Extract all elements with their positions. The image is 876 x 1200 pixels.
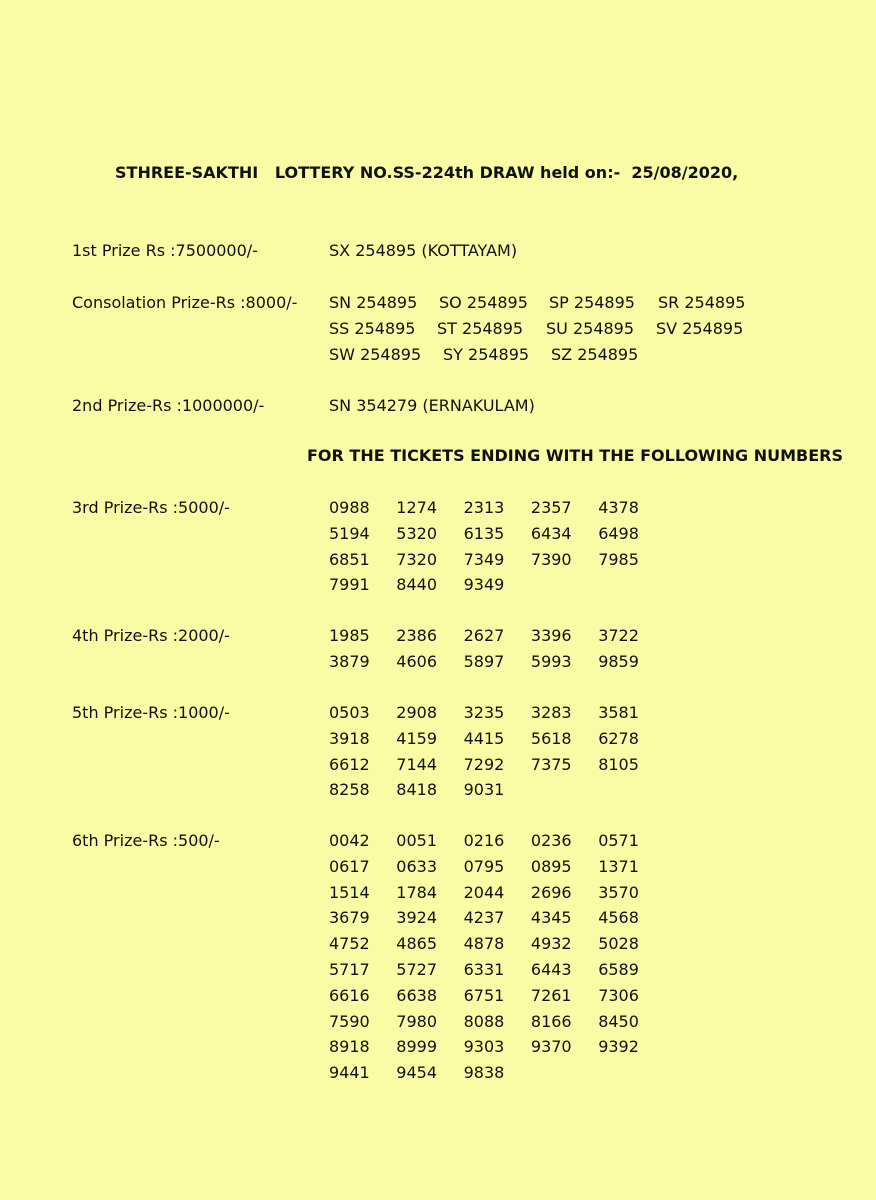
number-row — [329, 1063, 665, 1089]
ticket-number: 7306 — [598, 985, 639, 1005]
ticket-number: 2696 — [530, 882, 572, 902]
ticket-number: 5727 — [396, 959, 438, 979]
ticket-number: 8166 — [530, 1011, 572, 1031]
ticket-number: 8088 — [463, 1011, 505, 1031]
ticket-number: 1784 — [396, 882, 438, 902]
ticket-number: 3283 — [530, 703, 572, 722]
ticket-number: 9859 — [598, 651, 639, 671]
ticket-number: 2044 — [463, 882, 505, 902]
ticket-number: SN 254895 — [329, 293, 418, 312]
fourth-prize-label: 4th Prize-Rs :2000/- — [72, 626, 230, 645]
ticket-number: 0216 — [463, 831, 505, 850]
ticket-number: SS 254895 — [329, 319, 416, 338]
ticket-number: 9370 — [530, 1037, 572, 1057]
ticket-number: 3722 — [598, 626, 639, 645]
ticket-number: 2908 — [396, 703, 438, 722]
ticket-number: 4752 — [329, 934, 370, 954]
ticket-number: 6851 — [329, 549, 370, 569]
ticket-number: 7349 — [463, 549, 505, 569]
ticket-number: 3570 — [598, 882, 639, 902]
page-title: STHREE-SAKTHI LOTTERY NO.SS-224th DRAW held on:- 25/08/2020, — [115, 163, 739, 182]
ticket-number: 3235 — [463, 703, 505, 722]
ticket-number: 4237 — [463, 908, 505, 928]
ticket-number: 0617 — [329, 856, 370, 876]
fifth-prize-numbers — [329, 703, 665, 806]
ticket-number: 8418 — [396, 780, 438, 800]
consolation-prize-numbers — [329, 293, 758, 371]
ticket-number: 6278 — [598, 728, 639, 748]
ticket-number: 0571 — [598, 831, 639, 850]
third-prize-label: 3rd Prize-Rs :5000/- — [72, 498, 230, 517]
ticket-number: 4878 — [463, 934, 505, 954]
ticket-number: 7590 — [329, 1011, 370, 1031]
number-row — [329, 550, 665, 576]
number-row — [329, 780, 665, 806]
ticket-number: 3879 — [329, 651, 370, 671]
ticket-number: SR 254895 — [658, 293, 746, 312]
ticket-number: 0042 — [329, 831, 370, 850]
ticket-number: 5618 — [530, 728, 572, 748]
ticket-number: 8440 — [396, 575, 438, 595]
ticket-number: 9303 — [463, 1037, 505, 1057]
ticket-number: ST 254895 — [437, 319, 524, 338]
fourth-prize-numbers — [329, 626, 665, 678]
ticket-number: 3581 — [598, 703, 639, 722]
number-row — [329, 1012, 665, 1038]
sixth-prize-label: 6th Prize-Rs :500/- — [72, 831, 220, 850]
ticket-number: 4378 — [598, 498, 639, 517]
number-row — [329, 652, 665, 678]
ticket-number: 7320 — [396, 549, 438, 569]
ticket-number: 2386 — [396, 626, 438, 645]
ticket-number: 2313 — [463, 498, 505, 517]
ticket-number: SY 254895 — [443, 345, 530, 364]
ticket-number: 9441 — [329, 1063, 370, 1083]
ticket-number: 9392 — [598, 1037, 639, 1057]
ticket-number: 7375 — [530, 754, 572, 774]
consolation-prize-label: Consolation Prize-Rs :8000/- — [72, 293, 298, 312]
ticket-number: 0795 — [463, 856, 505, 876]
second-prize-label: 2nd Prize-Rs :1000000/- — [72, 396, 265, 415]
ticket-number: 6751 — [463, 985, 505, 1005]
fifth-prize-label: 5th Prize-Rs :1000/- — [72, 703, 230, 722]
ticket-number: 5897 — [463, 651, 505, 671]
ticket-number: 7991 — [329, 575, 370, 595]
ticket-number: 6135 — [463, 523, 505, 543]
ticket-number: 7261 — [530, 985, 572, 1005]
ticket-number: 4345 — [530, 908, 572, 928]
ticket-number: SV 254895 — [656, 319, 744, 338]
number-row — [329, 319, 758, 345]
number-row — [329, 883, 665, 909]
number-row — [329, 831, 665, 857]
ticket-number: 5993 — [530, 651, 572, 671]
number-row — [329, 498, 665, 524]
ticket-number: 5320 — [396, 523, 438, 543]
number-row — [329, 626, 665, 652]
ticket-number: 6443 — [530, 959, 572, 979]
number-row — [329, 1037, 665, 1063]
number-row — [329, 755, 665, 781]
number-row — [329, 703, 665, 729]
first-prize-label: 1st Prize Rs :7500000/- — [72, 241, 258, 260]
ticket-number: 9838 — [463, 1063, 505, 1083]
ticket-number: 8105 — [598, 754, 639, 774]
ticket-number: 6638 — [396, 985, 438, 1005]
ticket-number: 0236 — [530, 831, 572, 850]
ticket-number: 0988 — [329, 498, 370, 517]
ticket-number: 3396 — [530, 626, 572, 645]
ticket-number: 8450 — [598, 1011, 639, 1031]
ticket-number: 7985 — [598, 549, 639, 569]
ticket-number: 9349 — [463, 575, 505, 595]
ticket-number: 4415 — [463, 728, 505, 748]
ticket-number: 1514 — [329, 882, 370, 902]
number-row — [329, 960, 665, 986]
ticket-number: 5194 — [329, 523, 370, 543]
ticket-number: 7292 — [463, 754, 505, 774]
number-row — [329, 857, 665, 883]
ticket-number: 2357 — [530, 498, 572, 517]
ticket-number: 4606 — [396, 651, 438, 671]
number-row — [329, 293, 758, 319]
number-row — [329, 908, 665, 934]
ticket-number: 4568 — [598, 908, 639, 928]
ticket-number: 9454 — [396, 1063, 438, 1083]
ticket-number: 8258 — [329, 780, 370, 800]
ticket-number: 5028 — [598, 934, 639, 954]
ticket-number: 9031 — [463, 780, 505, 800]
ending-numbers-heading: FOR THE TICKETS ENDING WITH THE FOLLOWING NUMBERS — [307, 446, 844, 465]
ticket-number: 6589 — [598, 959, 639, 979]
ticket-number: 7144 — [396, 754, 438, 774]
ticket-number: 6498 — [598, 523, 639, 543]
ticket-number: 4932 — [530, 934, 572, 954]
ticket-number: 5717 — [329, 959, 370, 979]
ticket-number: 6434 — [530, 523, 572, 543]
ticket-number: SZ 254895 — [551, 345, 639, 364]
ticket-number: 0633 — [396, 856, 438, 876]
ticket-number: SW 254895 — [329, 345, 422, 364]
third-prize-numbers — [329, 498, 665, 601]
ticket-number: 6331 — [463, 959, 505, 979]
ticket-number: 4865 — [396, 934, 438, 954]
ticket-number: 8999 — [396, 1037, 438, 1057]
number-row — [329, 575, 665, 601]
ticket-number: 3679 — [329, 908, 370, 928]
ticket-number: 7980 — [396, 1011, 438, 1031]
ticket-number: 1274 — [396, 498, 438, 517]
ticket-number: SU 254895 — [546, 319, 635, 338]
number-row — [329, 934, 665, 960]
ticket-number: SO 254895 — [439, 293, 528, 312]
number-row — [329, 986, 665, 1012]
ticket-number: SP 254895 — [549, 293, 635, 312]
number-row — [329, 345, 758, 371]
number-row — [329, 729, 665, 755]
ticket-number: 4159 — [396, 728, 438, 748]
first-prize-ticket: SX 254895 (KOTTAYAM) — [329, 241, 518, 260]
ticket-number: 6612 — [329, 754, 370, 774]
ticket-number: 1371 — [598, 856, 639, 876]
number-row — [329, 524, 665, 550]
ticket-number: 0895 — [530, 856, 572, 876]
sixth-prize-numbers — [329, 831, 665, 1089]
ticket-number: 1985 — [329, 626, 370, 645]
second-prize-ticket: SN 354279 (ERNAKULAM) — [329, 396, 535, 415]
ticket-number: 6616 — [329, 985, 370, 1005]
ticket-number: 7390 — [530, 549, 572, 569]
ticket-number: 3918 — [329, 728, 370, 748]
ticket-number: 2627 — [463, 626, 505, 645]
ticket-number: 0503 — [329, 703, 370, 722]
ticket-number: 8918 — [329, 1037, 370, 1057]
ticket-number: 0051 — [396, 831, 438, 850]
ticket-number: 3924 — [396, 908, 438, 928]
